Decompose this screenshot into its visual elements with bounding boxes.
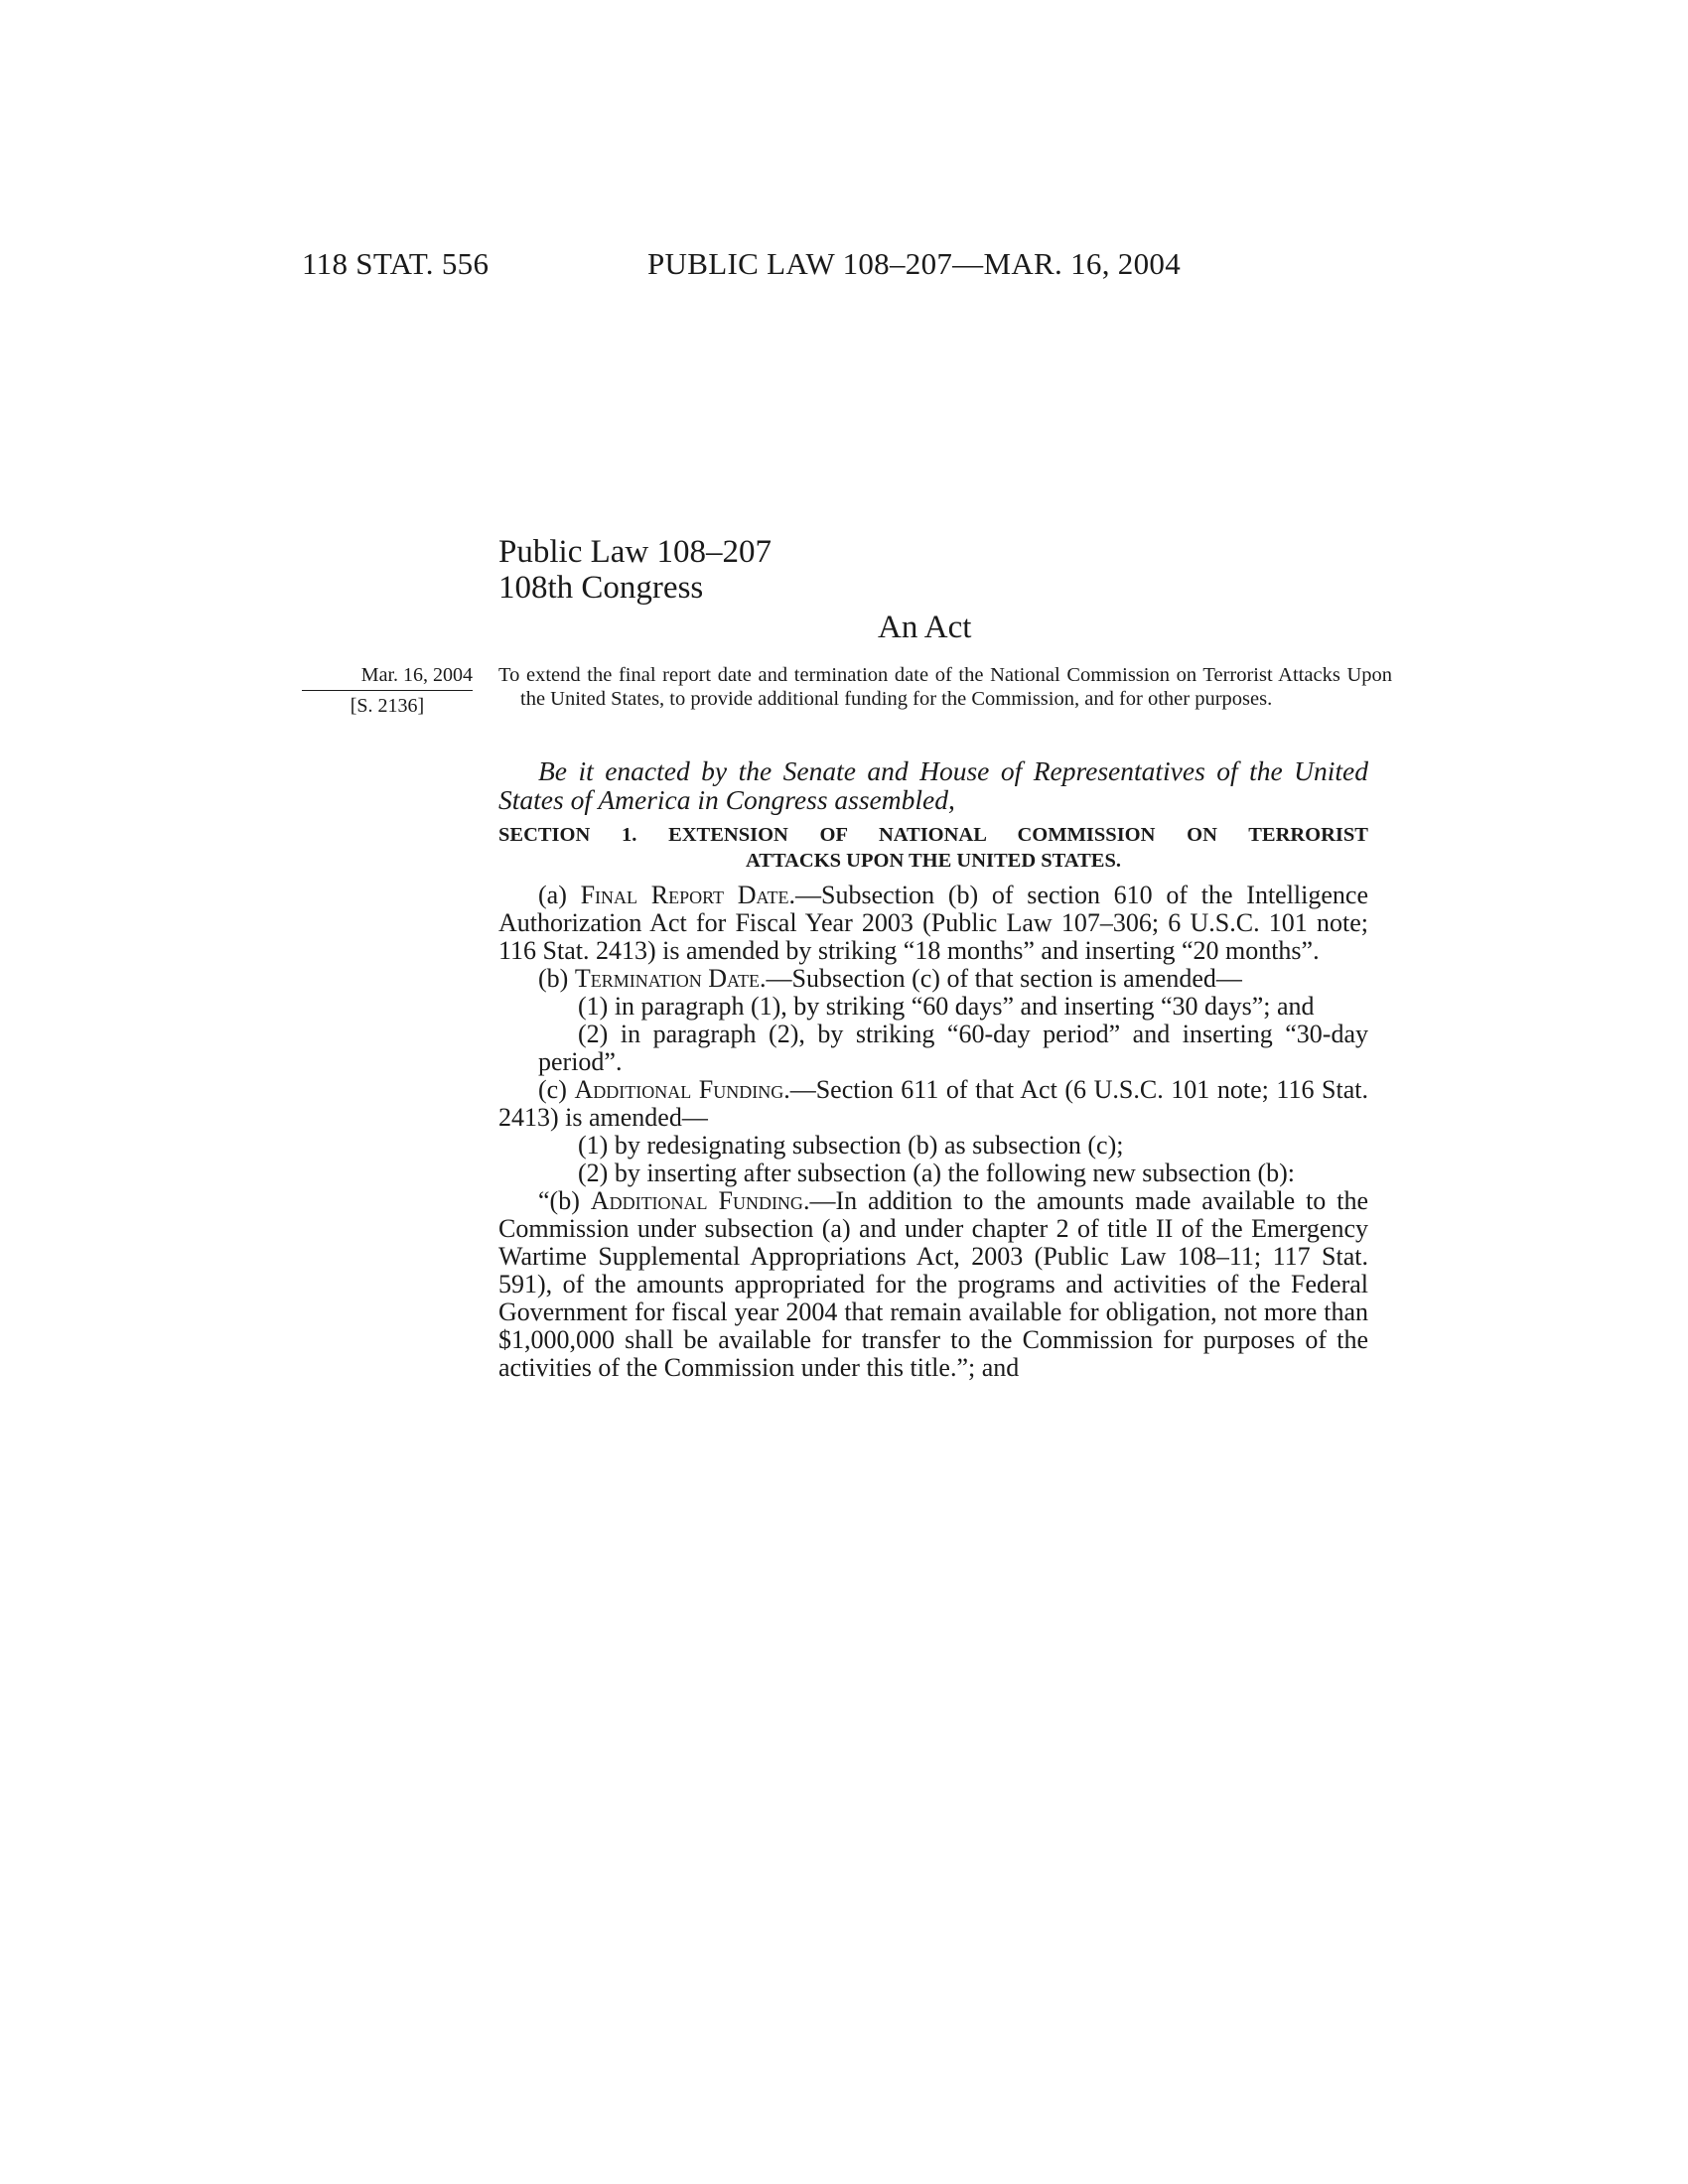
subsection-c-paragraph-2: (2) by inserting after subsection (a) the following new subsection (b): [578,1159,1296,1187]
title-block [498,534,772,606]
subsection-b-paragraph-1: (1) in paragraph (1), by striking “60 days” and inserting “30 days”; and [578,992,1315,1021]
subsection-b [498,965,1368,993]
running-title: PUBLIC LAW 108–207—MAR. 16, 2004 [647,246,1182,281]
subsection-a-label: (a) [538,881,581,909]
enacting-clause: Be it enacted by the Senate and House of Representatives of the United States of America in Congress assembled, [498,755,1368,815]
section-heading [498,822,1368,874]
quoted-subsection-b [498,1187,1368,1382]
quoted-subsection-label: “(b) [538,1186,591,1215]
margin-date: Mar. 16, 2004 [360,664,473,686]
subsection-c [498,1076,1368,1132]
subsection-b-text: .—Subsection (c) of that section is amended— [759,964,1242,993]
subsection-b-paragraph-2: (2) in paragraph (2), by striking “60-day period” and inserting “30-day period”. [538,1020,1368,1076]
subsection-b-label: (b) [538,964,575,993]
subsection-b-caption: Termination Date [574,964,760,993]
subsection-c-text: .—Section 611 of that Act (6 U.S.C. 101 note; 116 Stat. 2413) is amended— [498,1075,1368,1132]
subsection-c-caption: Additional Funding [574,1075,784,1104]
subsection-a-text: .—Subsection (b) of section 610 of the Intelligence Authorization Act for Fiscal Year 2003 (Public Law 107–306; 6 U.S.C. 101 note; 116 Stat. 2413) is amended by striking “18 months” and inserting “20 months”. [498,881,1369,965]
subsection-a [498,882,1368,965]
section-heading-line2: ATTACKS UPON THE UNITED STATES. [745,850,1121,872]
congress: 108th Congress [498,570,704,606]
subsection-a-caption: Final Report Date [580,881,789,909]
act-body [498,756,1368,1382]
subsection-c-paragraph-1: (1) by redesignating subsection (b) as subsection (c); [578,1131,1124,1160]
margin-note [302,663,473,719]
act-heading: An Act [878,610,972,645]
purpose-statement: To extend the final report date and termination date of the National Commission on Terrorist Attacks Upon the United States, to provide additional funding for the Commission, and for other purposes. [498,664,1392,710]
quoted-subsection-text: .—In addition to the amounts made available to the Commission under subsection (a) and under chapter 2 of title II of the Emergency Wartime Supplemental Appropriations Act, 2003 (Public Law 108–11; 117 Stat. 591), of the amounts appropriated for the programs and activities of the Federal Government for fiscal year 2004 that remain available for obligation, not more than $1,000,000 shall be available for transfer to the Commission for purposes of the activities of the Commission under this title.”; and [498,1186,1368,1382]
stat-citation: 118 STAT. 556 [302,246,490,281]
margin-bill-number: [S. 2136] [302,690,473,719]
quoted-subsection-caption: Additional Funding [590,1186,803,1215]
law-number: Public Law 108–207 [498,534,772,570]
section-heading-line1: SECTION 1. EXTENSION OF NATIONAL COMMISSION ON TERRORIST [498,824,1368,846]
subsection-c-label: (c) [538,1075,575,1104]
